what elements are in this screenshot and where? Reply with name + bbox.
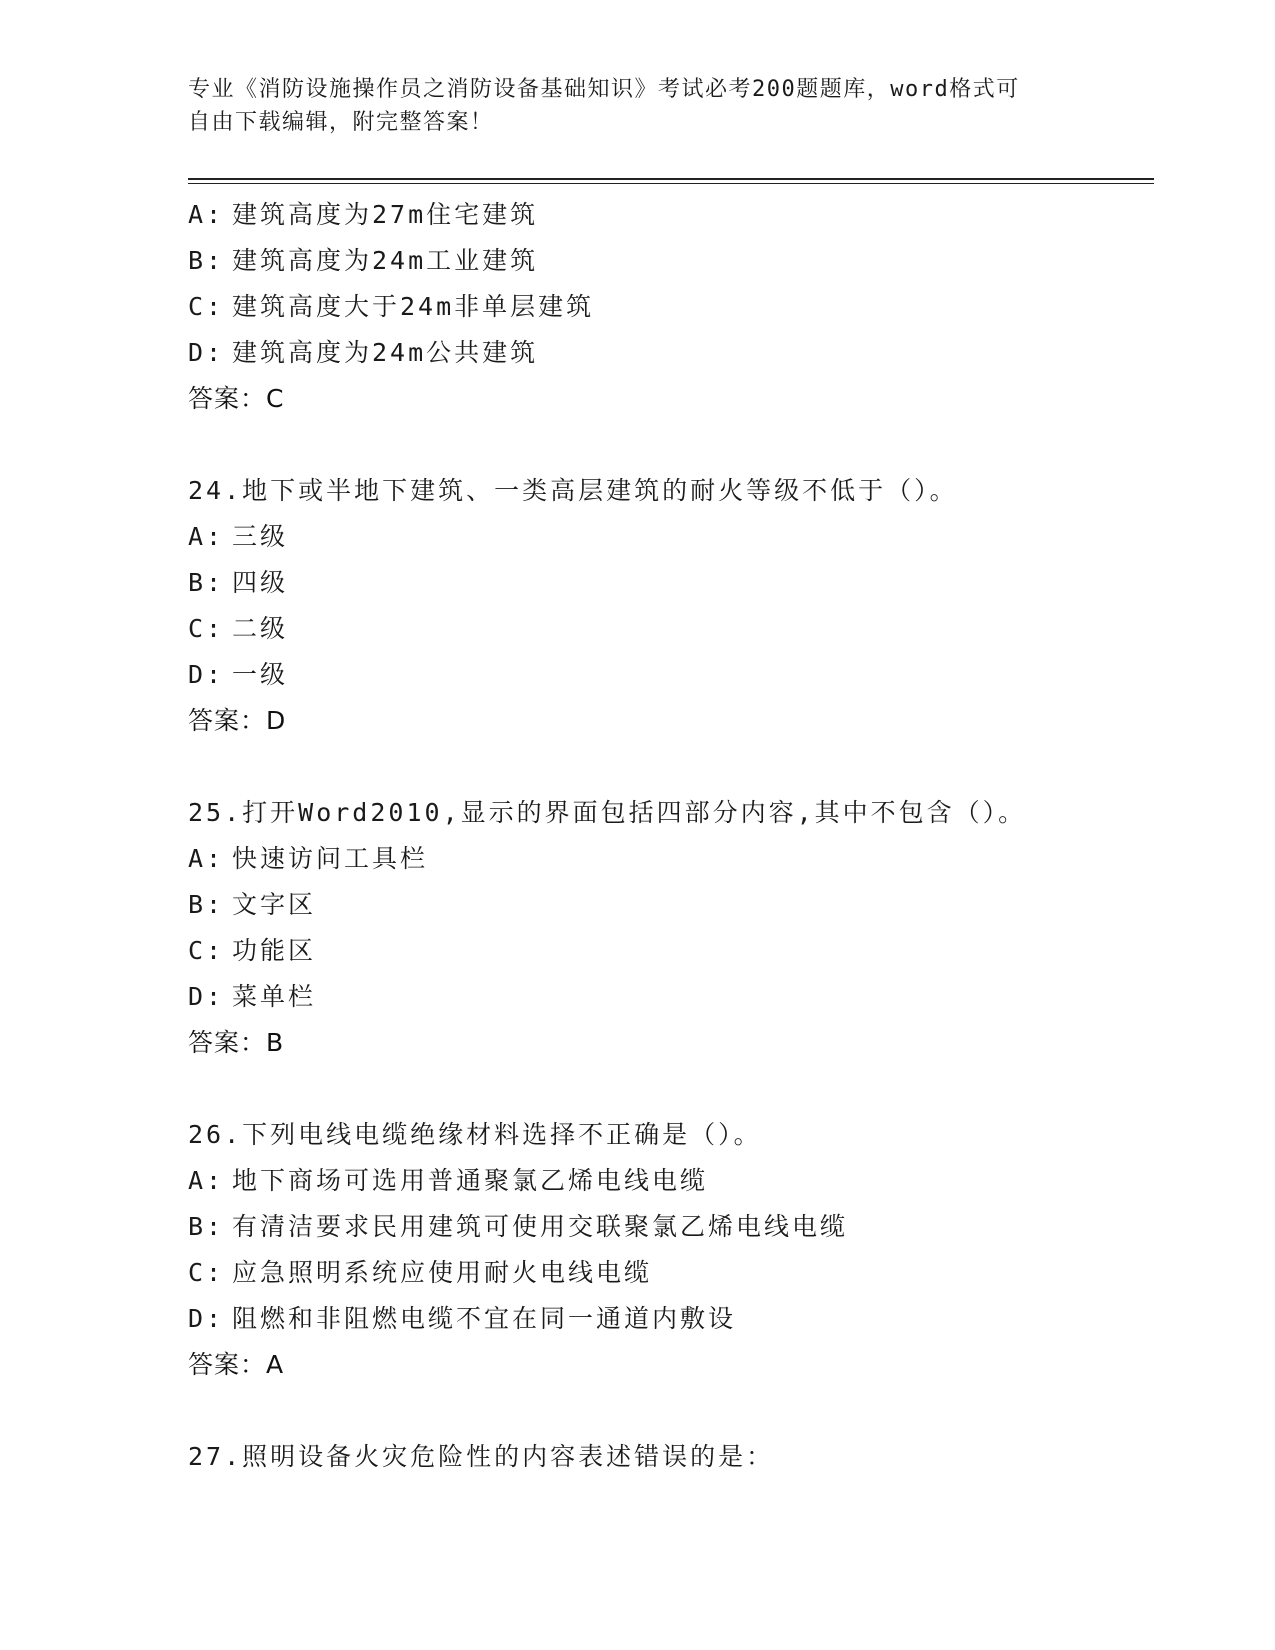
option-a: A: 三级 — [188, 522, 289, 551]
question-list — [188, 192, 1154, 1480]
question-text: 26.下列电线电缆绝缘材料选择不正确是（）。 — [188, 1120, 762, 1149]
answer-line: 答案：A — [188, 1350, 285, 1379]
question-24-block — [188, 468, 1154, 744]
header-divider-thin — [188, 183, 1154, 184]
option-b: B: 文字区 — [188, 890, 317, 919]
answer-line: 答案：C — [188, 384, 285, 413]
question-text: 25.打开Word2010,显示的界面包括四部分内容,其中不包含（）。 — [188, 798, 1027, 827]
question-text: 24.地下或半地下建筑、一类高层建筑的耐火等级不低于（）。 — [188, 476, 958, 505]
spacer — [188, 1066, 1154, 1112]
header-line-1: 专业《消防设施操作员之消防设备基础知识》考试必考200题题库，word格式可 — [188, 77, 1020, 102]
answer-line: 答案：B — [188, 1028, 285, 1057]
option-a: A: 快速访问工具栏 — [188, 844, 429, 873]
answer-line: 答案：D — [188, 706, 287, 735]
option-d: D: 菜单栏 — [188, 982, 317, 1011]
option-c: C: 建筑高度大于24m非单层建筑 — [188, 292, 595, 321]
question-23-block — [188, 192, 1154, 422]
option-c: C: 应急照明系统应使用耐火电线电缆 — [188, 1258, 653, 1287]
option-d: D: 阻燃和非阻燃电缆不宜在同一通道内敷设 — [188, 1304, 737, 1333]
document-header — [188, 73, 1088, 139]
option-b: B: 建筑高度为24m工业建筑 — [188, 246, 539, 275]
option-d: D: 一级 — [188, 660, 289, 689]
header-divider-thick — [188, 178, 1154, 180]
option-a: A: 建筑高度为27m住宅建筑 — [188, 200, 539, 229]
question-text: 27.照明设备火灾危险性的内容表述错误的是： — [188, 1442, 775, 1471]
option-b: B: 四级 — [188, 568, 289, 597]
option-d: D: 建筑高度为24m公共建筑 — [188, 338, 539, 367]
question-27-block — [188, 1434, 1154, 1480]
spacer — [188, 744, 1154, 790]
question-26-block — [188, 1112, 1154, 1388]
option-b: B: 有清洁要求民用建筑可使用交联聚氯乙烯电线电缆 — [188, 1212, 849, 1241]
option-c: C: 二级 — [188, 614, 289, 643]
option-a: A: 地下商场可选用普通聚氯乙烯电线电缆 — [188, 1166, 709, 1195]
header-line-2: 自由下载编辑，附完整答案！ — [188, 110, 494, 135]
question-25-block — [188, 790, 1154, 1066]
spacer — [188, 422, 1154, 468]
option-c: C: 功能区 — [188, 936, 317, 965]
spacer — [188, 1388, 1154, 1434]
